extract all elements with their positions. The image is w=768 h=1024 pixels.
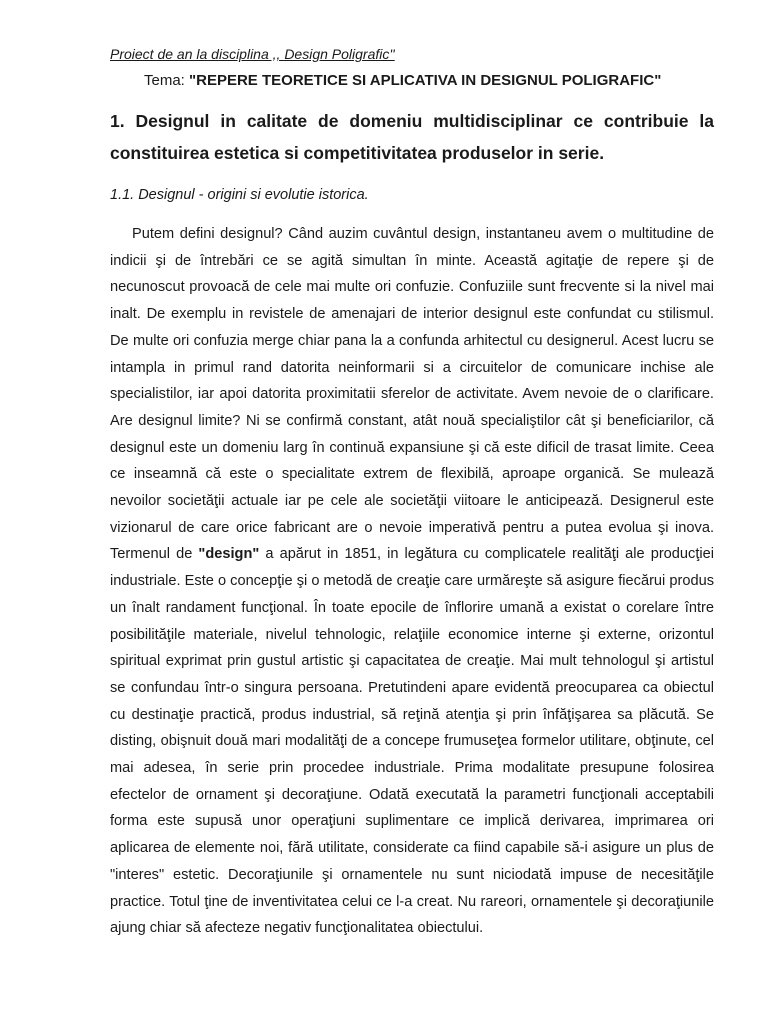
paragraph-text-end: a apărut in 1851, in legătura cu complicatele realităţi ale producţiei industriale. Este o concepţie şi o metodă de creaţie care urmăreşte să asigure fiecărui produs un înalt randament funcţional. În toate epocile de înflorire umană a existat o corelare între posibilităţile materiale, nivelul tehnologic, relaţiile economice interne şi externe, orizontul spiritual exprimat prin gustul artistic şi capacitatea de creaţie. Mai mult tehnologul şi artistul se confundau într-o singura persoana. Pretutindeni apare evidentă preocuparea ca obiectul cu destinaţie practică, produs industrial, să reţină atenţia şi prin înfăţişarea sa plăcută. Se disting, obişnuit două mari modalităţi de a concepe frumuseţea formelor utilitare, obţinute, cel mai adesea, în serie prin procedee industriale. Prima modalitate presupune folosirea efectelor de ornament şi decoraţiune. Odată executată la parametri funcţionali acceptabili forma este supusă unor operaţiuni suplimentare ce implică derivarea, imprimarea ori aplicarea de elemente noi, fără utilitate, considerate ca fiind capabile să-i asigure un plus de "interes" estetic. Decoraţiunile şi ornamentele nu sunt niciodată impuse de necesităţile practice. Totul ţine de inventivitatea celui ce l-a creat. Nu rareori, ornamentele şi decoraţiunile ajung chiar să afecteze negativ funcţionalitatea obiectului. bbox=[110, 546, 714, 937]
tema-label: Tema: bbox=[144, 72, 190, 89]
tema-line bbox=[144, 69, 714, 93]
tema-title: "REPERE TEORETICE SI APLICATIVA IN DESIGNUL POLIGRAFIC" bbox=[189, 72, 662, 89]
paragraph-text-start: Putem defini designul? Când auzim cuvântul design, instantaneu avem o multitudine de indicii şi de întrebări ce se agită simultan în minte. Această agitaţie de repere şi de necunoscut provoacă de cele mai multe ori confuzie. Confuziile sunt frecvente si la nivel mai inalt. De exemplu in revistele de amenajari de interior designul este confundat cu stilismul. De multe ori confuzia merge chiar pana la a confunda arhitectul cu designerul. Acest lucru se intampla in primul rand datorita neinformarii si a circuitelor de comunicare inchise ale specialistilor, iar apoi datorita proximitatii sferelor de activitate. Avem nevoie de o clarificare. Are designul limite? Ni se confirmă constant, atât nouă specialiştilor cât şi beneficiarilor, că designul este un domeniu larg în continuă expansiune şi că este dificil de trasat limite. Ceea ce inseamnă că este o specialitate extrem de flexibilă, aproape organică. Se mulează nevoilor societăţii actuale iar pe cele ale societăţii viitoare le anticipează. Designerul este vizionarul de care orice fabricant are o nevoie imperativă pentru a putea evolua şi inova. Termenul de bbox=[110, 226, 714, 563]
section-heading: 1. Designul in calitate de domeniu multidisciplinar ce contribuie la constituirea estetica si competitivitatea produselor in serie. bbox=[110, 111, 714, 163]
subsection-heading: 1.1. Designul - origini si evolutie istorica. bbox=[110, 187, 369, 203]
body-paragraph bbox=[110, 221, 714, 942]
bold-term: "design" bbox=[198, 546, 260, 563]
project-line: Proiect de an la disciplina ,, Design Poligrafic'' bbox=[110, 46, 395, 62]
